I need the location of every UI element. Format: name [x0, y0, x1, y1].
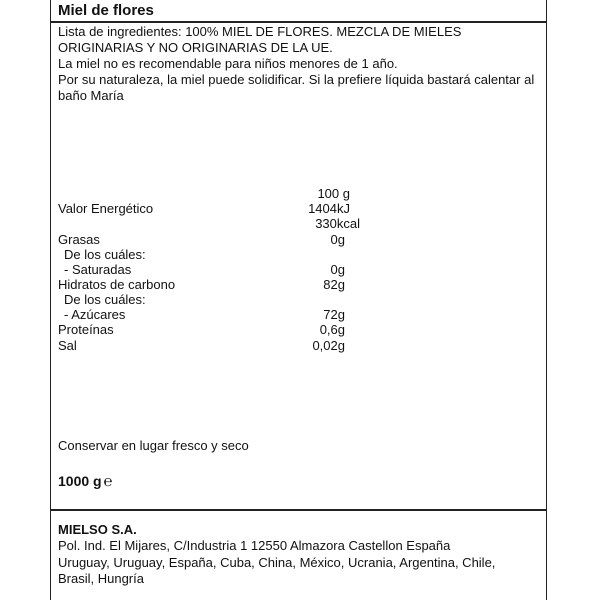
nutrition-row-value: 0,02g — [312, 338, 345, 353]
solidify-note-line-1: Por su naturaleza, la miel puede solidificar. Si la prefiere líquida bastará calentar al — [58, 72, 535, 87]
ingredients-line-1: Lista de ingredientes: 100% MIEL DE FLORES. MEZCLA DE MIELES — [58, 24, 462, 39]
ingredients-line-2: ORIGINARIAS Y NO ORIGINARIAS DE LA UE. — [58, 40, 333, 55]
net-weight-value: 1000 g — [58, 473, 102, 489]
energy-kcal-value: 330kcal — [315, 216, 360, 231]
net-weight — [58, 472, 113, 491]
nutrition-row-value: 82g — [323, 277, 345, 292]
nutrition-row-value: 0g — [330, 232, 345, 247]
energy-kj-value: 1404kJ — [308, 201, 350, 216]
nutrition-row-label: Proteínas — [58, 322, 114, 337]
origin-countries-line-1: Uruguay, Uruguay, España, Cuba, China, México, Ucrania, Argentina, Chile, — [58, 555, 496, 570]
company-name: MIELSO S.A. — [58, 522, 137, 537]
estimated-sign-icon: ℮ — [103, 473, 113, 490]
product-title: Miel de flores — [58, 2, 154, 19]
company-address: Pol. Ind. El Mijares, C/Industria 1 12550 Almazora Castellon España — [58, 538, 451, 553]
nutrition-row-label: De los cuáles: — [64, 247, 146, 262]
nutrition-row-label: De los cuáles: — [64, 292, 146, 307]
divider-top — [50, 21, 547, 23]
nutrition-row-value: 0g — [330, 262, 345, 277]
nutrition-row-label: - Azúcares — [64, 307, 126, 322]
energy-label: Valor Energético — [58, 201, 154, 216]
nutrition-column-header: 100 g — [317, 186, 350, 201]
nutrition-row-label: Sal — [58, 338, 77, 353]
origin-countries-line-2: Brasil, Hungría — [58, 571, 144, 586]
nutrition-row-value: 72g — [323, 307, 345, 322]
solidify-note-line-2: baño María — [58, 88, 124, 103]
nutrition-row-label: Hidratos de carbono — [58, 277, 176, 292]
infant-warning: La miel no es recomendable para niños menores de 1 año. — [58, 56, 398, 71]
divider-bottom — [50, 509, 547, 511]
nutrition-row-label: Grasas — [58, 232, 100, 247]
nutrition-row-label: - Saturadas — [64, 262, 132, 277]
storage-instructions: Conservar en lugar fresco y seco — [58, 438, 249, 453]
nutrition-row-value: 0,6g — [319, 322, 345, 337]
